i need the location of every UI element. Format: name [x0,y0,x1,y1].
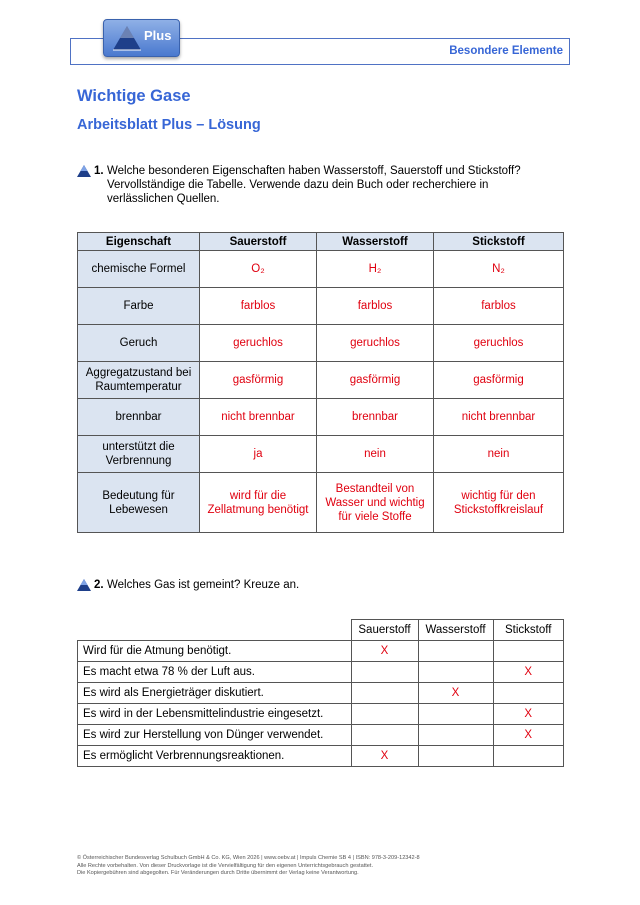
checkbox-cell[interactable] [418,641,493,662]
row-label [78,362,200,399]
task-text [107,164,547,206]
table-row [78,362,564,399]
task-text-line: Welche besonderen Eigenschaften haben Wasserstoff, Sauerstoff und Stickstoff? [107,165,521,177]
table-row [78,641,564,662]
checkbox-cell[interactable] [418,746,493,767]
cell-value: geruchlos [434,325,564,362]
table-row [78,662,564,683]
table-row [78,704,564,725]
table-row [78,683,564,704]
cell-value: farblos [317,288,434,325]
task-text-line: verlässlichen Quellen. [107,193,220,205]
cell-line: Bestandteil von [335,482,415,495]
row-label [78,473,200,533]
task-number: 1. [94,165,104,177]
checkbox-cell[interactable] [493,746,564,767]
plus-logo [103,19,180,57]
table-row [78,473,564,533]
checkbox-cell[interactable] [418,662,493,683]
checkbox-cell[interactable] [351,704,418,725]
column-header: Sauerstoff [351,620,418,641]
statement: Es ermöglicht Verbrennungsreaktionen. [78,746,352,767]
statement: Es wird in der Lebensmittelindustrie eingesetzt. [78,704,352,725]
cell-value: N₂ [434,251,564,288]
cell-value: O₂ [200,251,317,288]
row-label-line: unterstützt die [102,441,175,453]
footer-line: Alle Rechte vorbehalten. Von dieser Druckvorlage ist die Vervielfältigung für den eigenen Unterrichtsgebrauch gestattet. [77,862,374,869]
checkbox-cell[interactable] [351,683,418,704]
cell-value: gasförmig [200,362,317,399]
footer-line: © Österreichischer Bundesverlag Schulbuch GmbH & Co. KG, Wien 2026 | www.oebv.at | Impuls Chemie SB 4 | ISBN: 978-3-209-12342-8 [77,855,420,861]
cell-line: für viele Stoffe [338,510,412,523]
logo-text: Plus [144,28,172,43]
checkbox-cell[interactable] [418,704,493,725]
cell-value: nein [434,436,564,473]
table-row [78,436,564,473]
row-label: chemische Formel [78,251,200,288]
row-label: brennbar [78,399,200,436]
cell-value: farblos [200,288,317,325]
copyright-footer [77,855,420,878]
table-header-row [78,620,564,641]
column-header: Wasserstoff [317,233,434,251]
row-label-line: Bedeutung für [102,489,175,502]
checkbox-cell[interactable]: X [351,641,418,662]
row-label-line: Verbrennung [105,455,172,467]
table-row [78,288,564,325]
checkbox-cell[interactable] [418,725,493,746]
checkbox-cell[interactable] [493,641,564,662]
checkbox-cell[interactable]: X [493,662,564,683]
statement: Es macht etwa 78 % der Luft aus. [78,662,352,683]
pyramid-icon [77,579,91,591]
cell-value: nicht brennbar [434,399,564,436]
cell-line: Zellatmung benötigt [207,503,309,516]
row-label [78,436,200,473]
pyramid-icon [77,165,91,177]
table-row [78,746,564,767]
cell-value: nein [317,436,434,473]
cell-value [317,473,434,533]
statement: Wird für die Atmung benötigt. [78,641,352,662]
page-subtitle: Arbeitsblatt Plus – Lösung [77,117,261,133]
task-number: 2. [94,579,104,591]
statement: Es wird als Energieträger diskutiert. [78,683,352,704]
column-header: Stickstoff [434,233,564,251]
empty-header-cell [78,620,352,641]
cell-value: gasförmig [434,362,564,399]
checkbox-cell[interactable] [351,725,418,746]
table-row [78,725,564,746]
gas-quiz-table [77,619,564,767]
table-row [78,325,564,362]
cell-line: wichtig für den [461,489,536,502]
table-row [78,251,564,288]
cell-line: wird für die [229,489,287,502]
properties-table [77,232,564,533]
table-row [78,399,564,436]
row-label-line: Aggregatzustand bei [85,367,192,379]
column-header: Stickstoff [493,620,564,641]
row-label: Farbe [78,288,200,325]
cell-value: ja [200,436,317,473]
task-text: Welches Gas ist gemeint? Kreuze an. [107,579,300,591]
footer-line: Die Kopiergebühren sind abgegolten. Für Veränderungen durch Dritte übernimmt der Verlag keine Verantwortung. [77,870,359,876]
cell-line: Wasser und wichtig [325,496,425,509]
checkbox-cell[interactable] [493,683,564,704]
checkbox-cell[interactable]: X [493,704,564,725]
section-label: Besondere Elemente [449,45,563,57]
cell-value: geruchlos [200,325,317,362]
checkbox-cell[interactable]: X [351,746,418,767]
checkbox-cell[interactable] [351,662,418,683]
column-header: Sauerstoff [200,233,317,251]
cell-value: farblos [434,288,564,325]
cell-value: H₂ [317,251,434,288]
row-label: Geruch [78,325,200,362]
task-text-line: Vervollständige die Tabelle. Verwende dazu dein Buch oder recherchiere in [107,179,489,191]
checkbox-cell[interactable]: X [493,725,564,746]
row-label-line: Raumtemperatur [95,381,182,393]
cell-value: geruchlos [317,325,434,362]
column-header: Wasserstoff [418,620,493,641]
checkbox-cell[interactable]: X [418,683,493,704]
row-label-line: Lebewesen [109,503,168,516]
column-header: Eigenschaft [78,233,200,251]
pyramid-icon [112,25,142,51]
cell-value [200,473,317,533]
cell-line: Stickstoffkreislauf [453,503,544,516]
statement: Es wird zur Herstellung von Dünger verwendet. [78,725,352,746]
page-title: Wichtige Gase [77,87,191,105]
cell-value: gasförmig [317,362,434,399]
cell-value: brennbar [317,399,434,436]
cell-value [434,473,564,533]
cell-value: nicht brennbar [200,399,317,436]
table-header-row [78,233,564,251]
